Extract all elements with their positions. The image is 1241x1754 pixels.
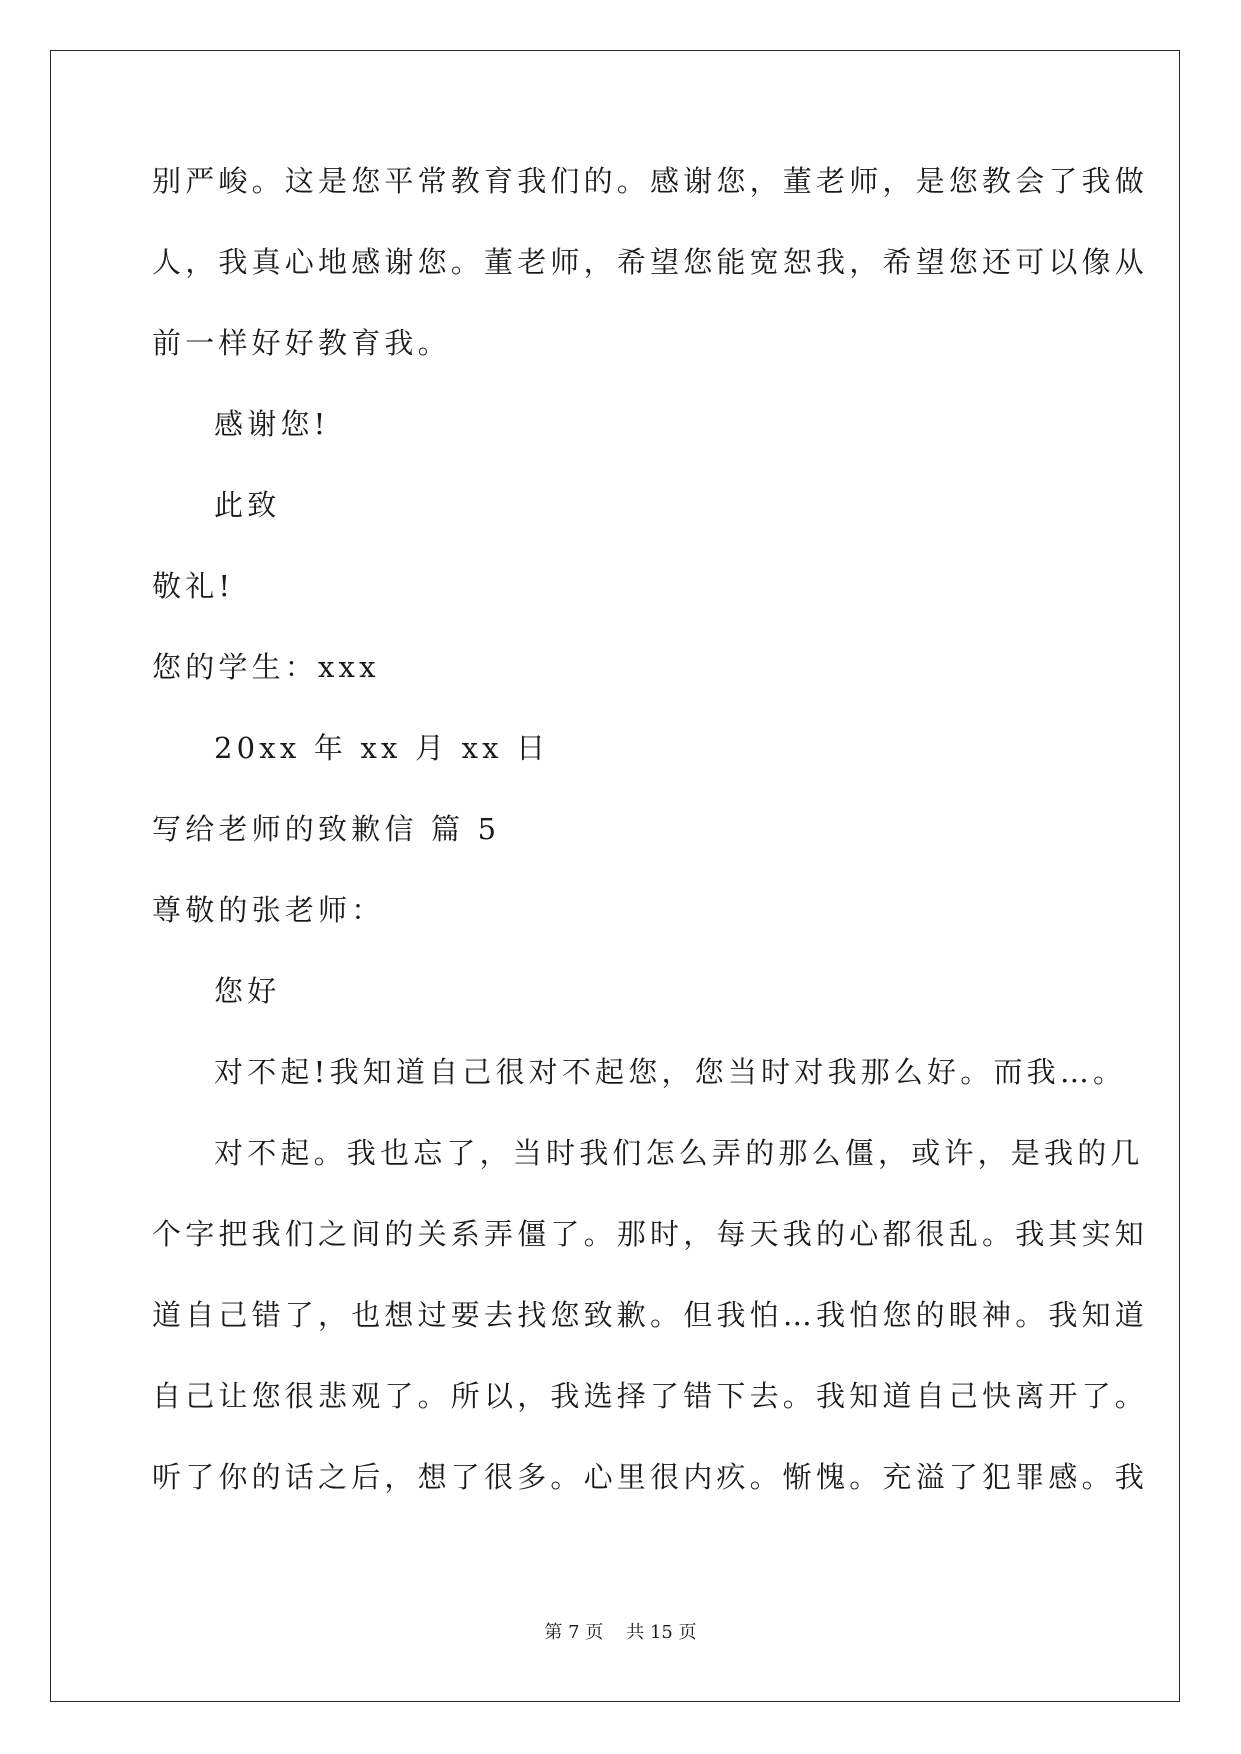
letter-greeting: 尊敬的张老师：	[152, 893, 385, 927]
signature: 您的学生：xxx	[152, 650, 380, 684]
closing-salutation: 此致	[214, 488, 281, 522]
text-line: 别严峻。这是您平常教育我们的。感谢您，董老师，是您教会了我做	[152, 164, 1149, 198]
text-line: 听了你的话之后，想了很多。心里很内疚。惭愧。充溢了犯罪感。我	[152, 1460, 1149, 1494]
section-heading: 写给老师的致歉信 篇 5	[152, 812, 501, 846]
text-line: 自己让您很悲观了。所以，我选择了错下去。我知道自己快离开了。	[152, 1379, 1149, 1413]
text-line: 个字把我们之间的关系弄僵了。那时，每天我的心都很乱。我其实知	[152, 1217, 1149, 1251]
text-line: 对不起!我知道自己很对不起您，您当时对我那么好。而我…。	[214, 1055, 1127, 1089]
text-line: 人，我真心地感谢您。董老师，希望您能宽恕我，希望您还可以像从	[152, 245, 1149, 279]
text-line: 您好	[214, 974, 281, 1008]
text-line: 对不起。我也忘了，当时我们怎么弄的那么僵，或许，是我的几	[214, 1136, 1144, 1170]
page-total: 共 15 页	[626, 1622, 697, 1643]
text-line: 道自己错了，也想过要去找您致歉。但我怕…我怕您的眼神。我知道	[152, 1298, 1149, 1332]
page-number: 第 7 页	[544, 1622, 604, 1643]
closing-regards: 敬礼!	[152, 569, 235, 603]
closing-thanks: 感谢您!	[214, 407, 330, 441]
page-footer	[0, 1618, 1241, 1644]
letter-date: 20xx 年 xx 月 xx 日	[214, 731, 550, 765]
text-line: 前一样好好教育我。	[152, 326, 451, 360]
letter-body	[152, 164, 1149, 1542]
